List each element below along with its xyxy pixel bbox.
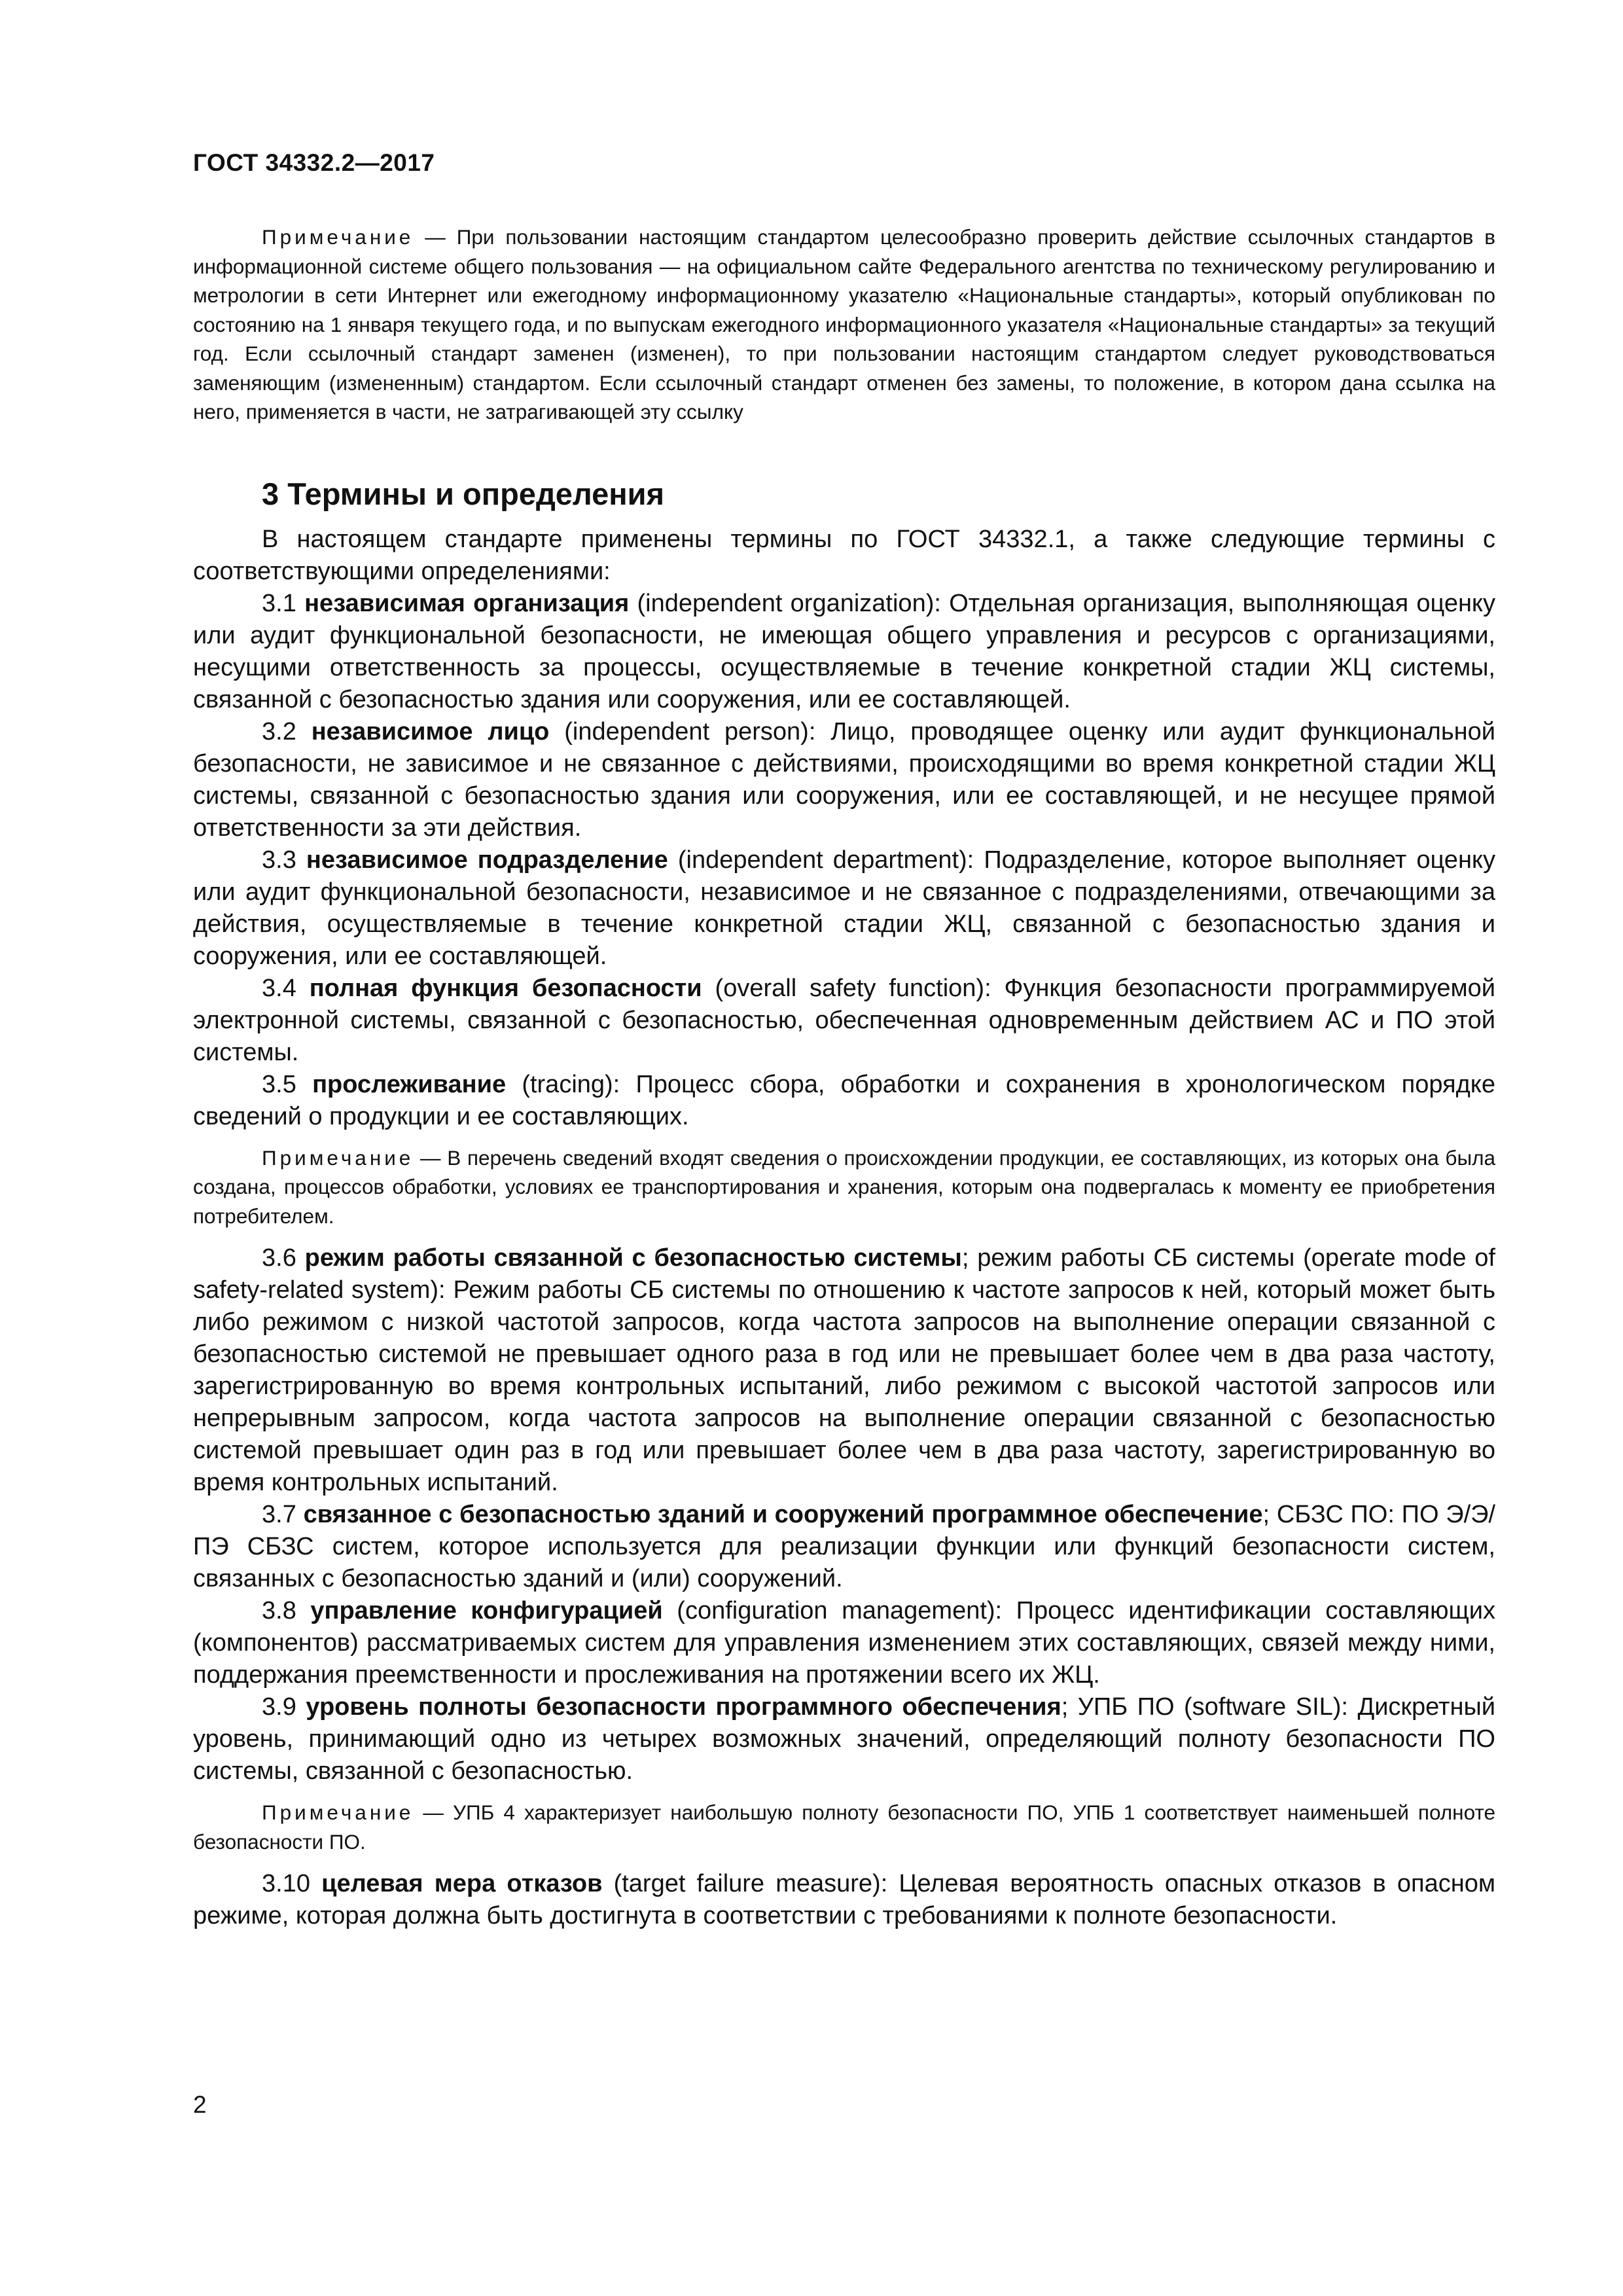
- document-header-id: ГОСТ 34332.2—2017: [193, 149, 435, 176]
- term-3-6: [193, 1242, 1495, 1499]
- section-intro: В настоящем стандарте применены термины по ГОСТ 34332.1, а также следующие термины с соответствующими определениями:: [193, 525, 1495, 585]
- term-3-5: [193, 1069, 1495, 1133]
- term-name: прослеживание: [312, 1070, 507, 1098]
- term-definition: (target failure measure): Целевая вероятность опасных отказов в опасном режиме, которая должна быть достигнута в соответствии с требованиями к полноте безопасности.: [193, 1870, 1495, 1929]
- note-label: Примечание: [262, 1801, 414, 1824]
- note-text: — В перечень сведений входят сведения о происхождении продукции, ее составляющих, из которых она была создана, процессов обработки, условиях ее транспортирования и хранения, которым она подвергалась к моменту ее приобретения потребителем.: [193, 1145, 1495, 1228]
- document-body: [193, 223, 1495, 1932]
- term-3-8: [193, 1595, 1495, 1691]
- term-name: полная функция безопасности: [309, 974, 702, 1002]
- note-tracing: [193, 1143, 1495, 1231]
- term-definition: (independent organization): Отдельная организация, выполняющая оценку или аудит функциональной безопасности, не имеющая общего управления и ресурсов с организациями, несущими ответственность за процессы, осуществляемые в течение конкретной стадии ЖЦ системы, связанной с безопасностью здания или сооружения, или ее составляющей.: [193, 589, 1495, 713]
- term-definition: ; режим работы СБ системы (operate mode of safety-related system): Режим работы СБ системы по отношению к частоте запросов к ней, который может быть либо режимом с низкой частотой запросов, когда частота запросов на выполнение операции связанной с безопасностью системой не превышает одного раза в год или не превышает более чем в два раза частоту, зарегистрированную во время контрольных испытаний, либо режимом с высокой частотой запросов или непрерывным запросом, когда частота запросов на выполнение операции связанной с безопасностью системой превышает один раз в год или превышает более чем в два раза частоту, зарегистрированную во время контрольных испытаний.: [193, 1244, 1495, 1496]
- section-title: 3 Термины и определения: [262, 476, 664, 511]
- term-name: независимая организация: [304, 589, 630, 617]
- note-label: Примечание: [262, 1145, 414, 1170]
- term-3-9: [193, 1691, 1495, 1787]
- term-3-7: [193, 1499, 1495, 1595]
- term-definition: (overall safety function): Функция безопасности программируемой электронной системы, связанной с безопасностью, обеспеченная одновременным действием АС и ПО этой системы.: [193, 974, 1495, 1066]
- note-referenced-standards: [193, 223, 1495, 427]
- term-name: независимое подразделение: [306, 846, 668, 874]
- term-number: 3.10: [262, 1870, 322, 1897]
- term-number: 3.8: [262, 1597, 311, 1624]
- term-3-4: [193, 973, 1495, 1069]
- term-3-1: [193, 588, 1495, 716]
- term-name: управление конфигурацией: [310, 1597, 663, 1624]
- term-definition: (independent department): Подразделение, которое выполняет оценку или аудит функциональной безопасности, независимое и не связанное с подразделениями, отвечающими за действия, осуществляемые в течение конкретной стадии ЖЦ, связанной с безопасностью здания и сооружения, или ее составляющей.: [193, 846, 1495, 970]
- term-definition: ; УПБ ПО (software SIL): Дискретный уровень, принимающий одно из четырех возможных значений, определяющий полноту безопасности ПО системы, связанной с безопасностью.: [193, 1693, 1495, 1785]
- term-number: 3.3: [262, 846, 306, 874]
- term-name: независимое лицо: [311, 717, 550, 745]
- term-number: 3.5: [262, 1070, 313, 1098]
- term-number: 3.2: [262, 717, 312, 745]
- term-3-2: [193, 716, 1495, 844]
- note-text: — УПБ 4 характеризует наибольшую полноту безопасности ПО, УПБ 1 соответствует наименьшей полноте безопасности ПО.: [193, 1801, 1495, 1854]
- note-text: — При пользовании настоящим стандартом целесообразно проверить действие ссылочных стандартов в информационной системе общего пользования — на официальном сайте Федерального агентства по техническому регулированию и метрологии в сети Интернет или ежегодному информационному указателю «Национальные стандарты», который опубликован по состоянию на 1 января текущего года, и по выпускам ежегодного информационного указателя «Национальные стандарты» за текущий год. Если ссылочный стандарт заменен (изменен), то при пользовании настоящим стандартом следует руководствоваться заменяющим (измененным) стандартом. Если ссылочный стандарт отменен без замены, то положение, в котором дана ссылка на него, применяется в части, не затрагивающей эту ссылку: [193, 225, 1495, 423]
- page-number: 2: [193, 2091, 207, 2118]
- term-name: связанное с безопасностью зданий и сооружений программное обеспечение: [303, 1501, 1263, 1528]
- term-number: 3.1: [262, 589, 305, 617]
- term-name: режим работы связанной с безопасностью системы: [304, 1244, 962, 1272]
- term-3-3: [193, 844, 1495, 973]
- term-number: 3.6: [262, 1244, 305, 1272]
- term-definition: ; СБЗС ПО: ПО Э/Э/ПЭ СБЗС систем, которое используется для реализации функции или функций безопасности систем, связанных с безопасностью зданий и (или) сооружений.: [193, 1501, 1495, 1592]
- term-definition: (independent person): Лицо, проводящее оценку или аудит функциональной безопасности, не зависимое и не связанное с действиями, происходящими во время конкретной стадии ЖЦ системы, связанной с безопасностью здания или сооружения, или ее составляющей, и не несущее прямой ответственности за эти действия.: [193, 717, 1495, 842]
- note-software-sil: [193, 1798, 1495, 1856]
- note-label: Примечание: [262, 225, 414, 249]
- term-definition: (tracing): Процесс сбора, обработки и сохранения в хронологическом порядке сведений о продукции и ее составляющих.: [193, 1070, 1495, 1130]
- term-name: уровень полноты безопасности программного обеспечения: [306, 1693, 1061, 1721]
- term-name: целевая мера отказов: [321, 1870, 603, 1897]
- term-number: 3.7: [262, 1501, 304, 1528]
- term-3-10: [193, 1868, 1495, 1932]
- term-number: 3.9: [262, 1693, 306, 1721]
- term-definition: (configuration management): Процесс идентификации составляющих (компонентов) рассматриваемых систем для управления изменением этих составляющих, связей между ними, поддержания преемственности и прослеживания на протяжении всего их ЖЦ.: [193, 1597, 1495, 1689]
- term-number: 3.4: [262, 974, 310, 1002]
